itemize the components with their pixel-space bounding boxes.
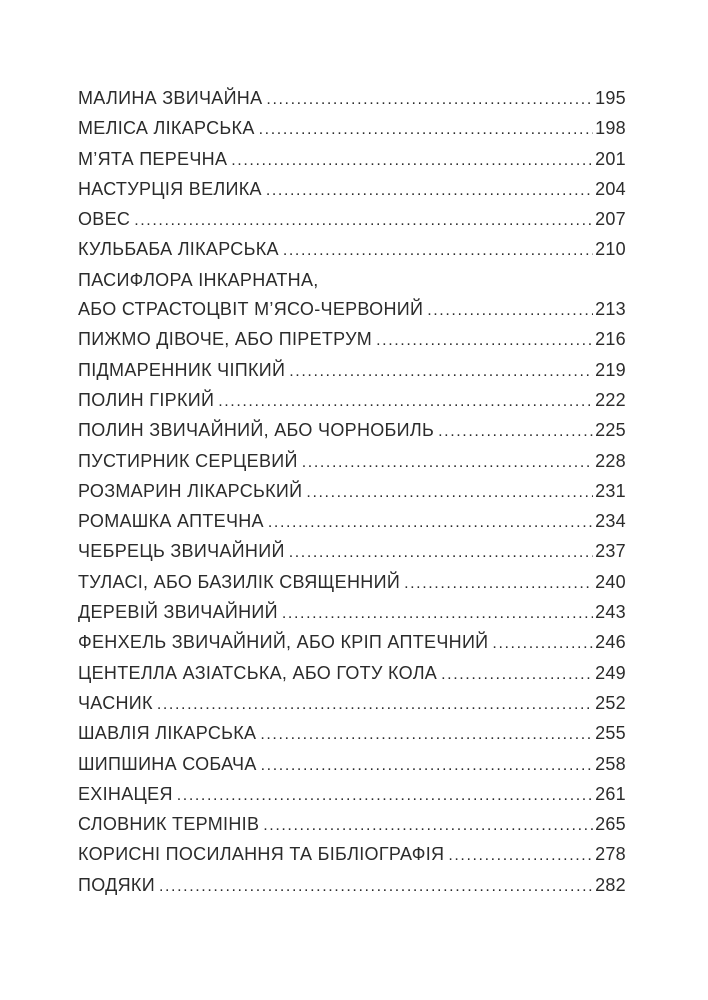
toc-entry-line-with-page (78, 810, 626, 840)
toc-entry-page-number: 201 (595, 148, 626, 169)
toc-entry (78, 871, 626, 901)
dot-leader (259, 114, 593, 144)
toc-entry-page-number: 228 (595, 450, 626, 471)
toc-entry (78, 416, 626, 446)
toc-entry-line-with-page (78, 507, 626, 537)
toc-entry-page-number: 265 (595, 814, 626, 835)
dot-leader (263, 810, 593, 840)
toc-entry-title: ПОДЯКИ (78, 874, 155, 895)
toc-entry-line-with-page (78, 689, 626, 719)
toc-entry (78, 235, 626, 265)
dot-leader (438, 416, 593, 446)
toc-entry-line-with-page (78, 719, 626, 749)
toc-entry-title: ФЕНХЕЛЬ ЗВИЧАЙНИЙ, АБО КРІП АПТЕЧНИЙ (78, 632, 489, 653)
toc-entry (78, 568, 626, 598)
toc-entry-title: ПІДМАРЕННИК ЧІПКИЙ (78, 359, 286, 380)
toc-entry-title: РОМАШКА АПТЕЧНА (78, 511, 264, 532)
dot-leader (134, 205, 593, 235)
dot-leader (157, 689, 593, 719)
dot-leader (266, 175, 593, 205)
toc-entry-title: МЕЛІСА ЛІКАРСЬКА (78, 118, 255, 139)
toc-entry-page-number: 204 (595, 178, 626, 199)
toc-entry (78, 356, 626, 386)
toc-entry (78, 780, 626, 810)
toc-entry-page-number: 278 (595, 844, 626, 865)
toc-entry (78, 810, 626, 840)
dot-leader (302, 447, 593, 477)
toc-entry-page-number: 213 (595, 299, 626, 320)
toc-entry-title: ТУЛАСІ, АБО БАЗИЛІК СВЯЩЕННИЙ (78, 571, 401, 592)
toc-entry-line-with-page (78, 840, 626, 870)
dot-leader (427, 295, 593, 325)
toc-entry-title: РОЗМАРИН ЛІКАРСЬКИЙ (78, 480, 303, 501)
toc-entry-page-number: 234 (595, 511, 626, 532)
dot-leader (289, 537, 593, 567)
toc-entry (78, 175, 626, 205)
toc-entry-page-number: 207 (595, 209, 626, 230)
toc-entry-page-number: 219 (595, 359, 626, 380)
toc-entry-title: НАСТУРЦІЯ ВЕЛИКА (78, 178, 262, 199)
toc-entry-line-with-page (78, 205, 626, 235)
toc-entry-title: СЛОВНИК ТЕРМІНІВ (78, 814, 260, 835)
dot-leader (177, 780, 593, 810)
toc-entry (78, 114, 626, 144)
toc-entry-line-with-page (78, 84, 626, 114)
toc-entry-page-number: 198 (595, 118, 626, 139)
toc-entry-title: ПУСТИРНИК СЕРЦЕВИЙ (78, 450, 298, 471)
toc-entry-title: ШАВЛІЯ ЛІКАРСЬКА (78, 723, 257, 744)
toc-entry-line-with-page (78, 416, 626, 446)
toc-entry-title: ЦЕНТЕЛЛА АЗІАТСЬКА, АБО ГОТУ КОЛА (78, 662, 438, 683)
toc-entry-title: ПАСИФЛОРА ІНКАРНАТНА, (78, 269, 319, 290)
toc-entry (78, 628, 626, 658)
toc-entry-title: АБО СТРАСТОЦВІТ М’ЯСО-ЧЕРВОНИЙ (78, 299, 424, 320)
dot-leader (231, 145, 593, 175)
toc-entry-page-number: 195 (595, 88, 626, 108)
toc-entry-line-with-page (78, 477, 626, 507)
dot-leader (260, 719, 593, 749)
toc-entry (78, 205, 626, 235)
dot-leader (441, 659, 593, 689)
toc-entry-page-number: 222 (595, 389, 626, 410)
toc-entry-line-with-page (78, 780, 626, 810)
dot-leader (492, 628, 593, 658)
toc-entry-page-number: 237 (595, 541, 626, 562)
toc-entry-title: КОРИСНІ ПОСИЛАННЯ ТА БІБЛІОГРАФІЯ (78, 844, 445, 865)
toc-list (78, 84, 626, 901)
dot-leader (159, 871, 593, 901)
toc-entry (78, 145, 626, 175)
toc-entry (78, 840, 626, 870)
toc-entry-line-with-page (78, 568, 626, 598)
toc-entry-page-number: 225 (595, 420, 626, 441)
dot-leader (404, 568, 593, 598)
toc-entry-line-with-page (78, 325, 626, 355)
toc-entry-page-number: 249 (595, 662, 626, 683)
toc-entry-line-with-page (78, 295, 626, 325)
toc-entry-line-with-page (78, 598, 626, 628)
toc-entry-page-number: 255 (595, 723, 626, 744)
toc-entry (78, 750, 626, 780)
toc-entry-line (78, 266, 626, 295)
toc-entry-line-with-page (78, 537, 626, 567)
toc-entry-title: М’ЯТА ПЕРЕЧНА (78, 148, 228, 169)
toc-entry-page-number: 216 (595, 329, 626, 350)
toc-entry (78, 447, 626, 477)
toc-entry-title: КУЛЬБАБА ЛІКАРСЬКА (78, 239, 279, 260)
toc-entry (78, 84, 626, 114)
toc-entry-page-number: 243 (595, 602, 626, 623)
toc-entry (78, 325, 626, 355)
dot-leader (289, 356, 593, 386)
toc-entry (78, 507, 626, 537)
dot-leader (448, 840, 593, 870)
dot-leader (218, 386, 593, 416)
toc-entry-page-number: 252 (595, 692, 626, 713)
toc-entry-page-number: 246 (595, 632, 626, 653)
toc-entry-line-with-page (78, 659, 626, 689)
toc-entry-title: ДЕРЕВІЙ ЗВИЧАЙНИЙ (78, 602, 278, 623)
toc-entry-title: ШИПШИНА СОБАЧА (78, 753, 257, 774)
dot-leader (261, 750, 593, 780)
toc-entry (78, 266, 626, 326)
toc-entry-title: ОВЕС (78, 209, 131, 230)
dot-leader (376, 325, 593, 355)
toc-entry-page-number: 282 (595, 874, 626, 895)
toc-entry (78, 659, 626, 689)
toc-entry-title: ЧЕБРЕЦЬ ЗВИЧАЙНИЙ (78, 541, 285, 562)
toc-entry-title: ЧАСНИК (78, 692, 153, 713)
toc-entry-line-with-page (78, 750, 626, 780)
toc-entry-page-number: 258 (595, 753, 626, 774)
dot-leader (268, 507, 593, 537)
toc-entry-line-with-page (78, 628, 626, 658)
toc-entry (78, 477, 626, 507)
toc-entry-line-with-page (78, 447, 626, 477)
toc-entry (78, 719, 626, 749)
toc-entry (78, 537, 626, 567)
dot-leader (282, 598, 593, 628)
toc-entry-page-number: 261 (595, 783, 626, 804)
toc-entry-line-with-page (78, 871, 626, 901)
toc-entry (78, 598, 626, 628)
dot-leader (266, 84, 593, 114)
toc-entry-line-with-page (78, 235, 626, 265)
toc-entry-line-with-page (78, 386, 626, 416)
toc-entry (78, 386, 626, 416)
toc-entry-line-with-page (78, 175, 626, 205)
toc-entry-title: МАЛИНА ЗВИЧАЙНА (78, 88, 263, 108)
toc-entry-title: ПОЛИН ЗВИЧАЙНИЙ, АБО ЧОРНОБИЛЬ (78, 420, 435, 441)
toc-entry-page-number: 231 (595, 480, 626, 501)
toc-entry-page-number: 210 (595, 239, 626, 260)
toc-entry-page-number: 240 (595, 571, 626, 592)
toc-entry-title: ЕХІНАЦЕЯ (78, 783, 173, 804)
toc-entry-line-with-page (78, 145, 626, 175)
toc-entry-title: ПИЖМО ДІВОЧЕ, АБО ПІРЕТРУМ (78, 329, 373, 350)
toc-entry-line-with-page (78, 114, 626, 144)
toc-entry-title: ПОЛИН ГІРКИЙ (78, 389, 215, 410)
dot-leader (283, 235, 593, 265)
toc-entry-line-with-page (78, 356, 626, 386)
dot-leader (306, 477, 593, 507)
toc-entry (78, 689, 626, 719)
